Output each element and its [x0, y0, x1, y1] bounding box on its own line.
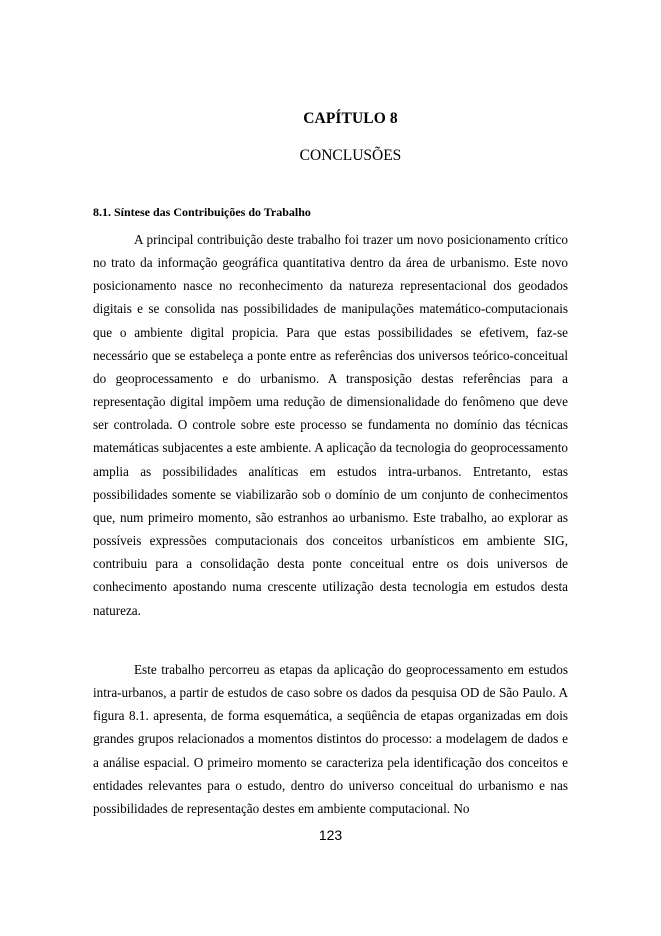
chapter-title: CAPÍTULO 8 [303, 110, 398, 127]
body-paragraph-1: A principal contribuição deste trabalho foi trazer um novo posicionamento crítico no trato da informação geográfica quantitativa dentro da área de urbanismo. Este novo posicionamento nasce no reconhecimento da natureza representacional dos geodados digitais e se consolida nas possibilidades de manipulações matemático-computacionais que o ambiente digital propicia. Para que estas possibilidades se efetivem, faz-se necessário que se estabeleça a ponte entre as referências dos universos teórico-conceitual do geoprocessamento e do urbanismo. A transposição destas referências para a representação digital impõem uma redução de dimensionalidade do fenômeno que deve ser controlada. O controle sobre este processo se fundamenta no domínio das técnicas matemáticas subjacentes a este ambiente. A aplicação da tecnologia do geoprocessamento amplia as possibilidades analíticas em estudos intra-urbanos. Entretanto, estas possibilidades somente se viabilizarão sob o domínio de um conjunto de conhecimentos que, num primeiro momento, são estranhos ao urbanismo. Este trabalho, ao explorar as possíveis expressões computacionais dos conceitos urbanísticos em ambiente SIG, contribuiu para a consolidação desta ponte conceitual entre os dois universos de conhecimento apostando numa crescente utilização desta tecnologia em estudos desta natureza. [93, 232, 568, 618]
body-paragraph-2: Este trabalho percorreu as etapas da aplicação do geoprocessamento em estudos intra-urbanos, a partir de estudos de caso sobre os dados da pesquisa OD de São Paulo. A figura 8.1. apresenta, de forma esquemática, a seqüência de etapas organizadas em dois grandes grupos relacionados a momentos distintos do processo: a modelagem de dados e a análise espacial. O primeiro momento se caracteriza pela identificação dos conceitos e entidades relevantes para o estudo, dentro do universo conceitual do urbanismo e nas possibilidades de representação destes em ambiente computacional. No [93, 662, 568, 816]
chapter-subtitle: CONCLUSÕES [299, 147, 402, 164]
page-number: 123 [318, 827, 343, 843]
section-heading: 8.1. Síntese das Contribuições do Trabalho [93, 205, 311, 219]
